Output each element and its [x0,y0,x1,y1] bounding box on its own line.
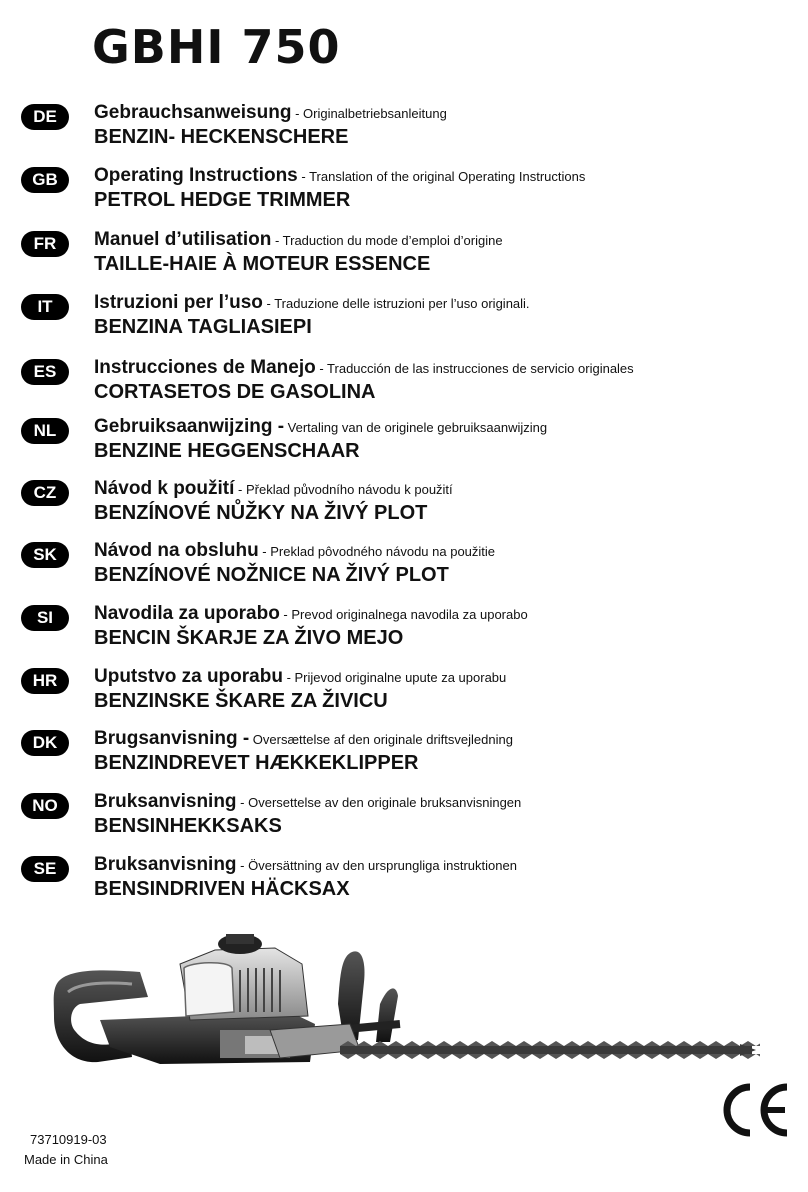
language-badge: HR [21,668,69,694]
language-entry-dk [0,728,808,784]
manual-title: Navodila za uporabo [94,603,280,624]
language-badge: ES [21,359,69,385]
product-name: BENZIN- HECKENSCHERE [94,126,349,148]
manual-title: Bruksanvisning [94,791,237,812]
manual-title: Gebruiksaanwijzing - [94,416,285,437]
language-entry-gb [0,165,808,221]
manual-subtitle: - Překlad původního návodu k použití [234,482,453,497]
product-name: BENZINDREVET HÆKKEKLIPPER [94,752,419,774]
manual-title: Instrucciones de Manejo [94,357,316,378]
manual-subtitle: - Oversettelse av den originale bruksanvisningen [236,795,522,810]
product-name: BENSINDRIVEN HÄCKSAX [94,878,350,900]
hedge-trimmer-illustration [40,912,760,1087]
language-entry-fr [0,229,808,285]
manual-subtitle: - Traduzione delle istruzioni per l’uso originali. [262,296,530,311]
manual-title: Istruzioni per l’uso [94,292,263,313]
manual-title: Uputstvo za uporabu [94,666,283,687]
product-name: BENZINA TAGLIASIEPI [94,316,312,338]
manual-subtitle: - Originalbetriebsanleitung [291,106,447,121]
product-name: BENZINE HEGGENSCHAAR [94,440,360,462]
language-entry-sk [0,540,808,596]
language-badge: SE [21,856,69,882]
ce-mark [717,1080,792,1140]
language-entry-de [0,102,808,158]
product-name: CORTASETOS DE GASOLINA [94,381,376,403]
manual-subtitle: - Traducción de las instrucciones de servicio originales [315,361,634,376]
language-badge: SK [21,542,69,568]
language-badge: DE [21,104,69,130]
language-entry-cz [0,478,808,534]
manual-subtitle: - Översättning av den ursprungliga instruktionen [236,858,517,873]
product-name: PETROL HEDGE TRIMMER [94,189,351,211]
language-badge: CZ [21,480,69,506]
product-name: BENZÍNOVÉ NOŽNICE NA ŽIVÝ PLOT [94,564,449,586]
model-title: GBHI 750 [92,20,341,74]
language-entry-hr [0,666,808,722]
manual-title: Návod k použití [94,478,235,499]
language-entry-si [0,603,808,659]
language-badge: NO [21,793,69,819]
manual-subtitle: Oversættelse af den originale driftsvejledning [249,732,513,747]
manual-subtitle: - Prijevod originalne upute za uporabu [282,670,507,685]
product-name: TAILLE-HAIE À MOTEUR ESSENCE [94,253,431,275]
product-name: BENCIN ŠKARJE ZA ŽIVO MEJO [94,627,404,649]
language-badge: FR [21,231,69,257]
manual-title: Gebrauchsanweisung [94,102,292,123]
language-badge: IT [21,294,69,320]
document-code: 73710919-03 [30,1132,107,1147]
language-entry-no [0,791,808,847]
language-badge: NL [21,418,69,444]
manual-title: Bruksanvisning [94,854,237,875]
manual-title: Operating Instructions [94,165,298,186]
language-badge: SI [21,605,69,631]
manual-subtitle: - Traduction du mode d’emploi d’origine [271,233,503,248]
origin-label: Made in China [24,1152,108,1167]
language-entry-it [0,292,808,348]
manual-subtitle: - Translation of the original Operating Instructions [297,169,586,184]
language-entry-se [0,854,808,910]
manual-subtitle: Vertaling van de originele gebruiksaanwijzing [284,420,548,435]
language-badge: DK [21,730,69,756]
product-name: BENZÍNOVÉ NŮŽKY NA ŽIVÝ PLOT [94,502,428,524]
manual-subtitle: - Prevod originalnega navodila za uporabo [279,607,528,622]
product-name: BENZINSKE ŠKARE ZA ŽIVICU [94,690,388,712]
language-entry-es [0,357,808,413]
manual-title: Brugsanvisning - [94,728,250,749]
manual-subtitle: - Preklad pôvodného návodu na použitie [258,544,496,559]
language-entry-nl [0,416,808,472]
manual-title: Manuel d’utilisation [94,229,272,250]
manual-title: Návod na obsluhu [94,540,259,561]
language-badge: GB [21,167,69,193]
product-name: BENSINHEKKSAKS [94,815,282,837]
